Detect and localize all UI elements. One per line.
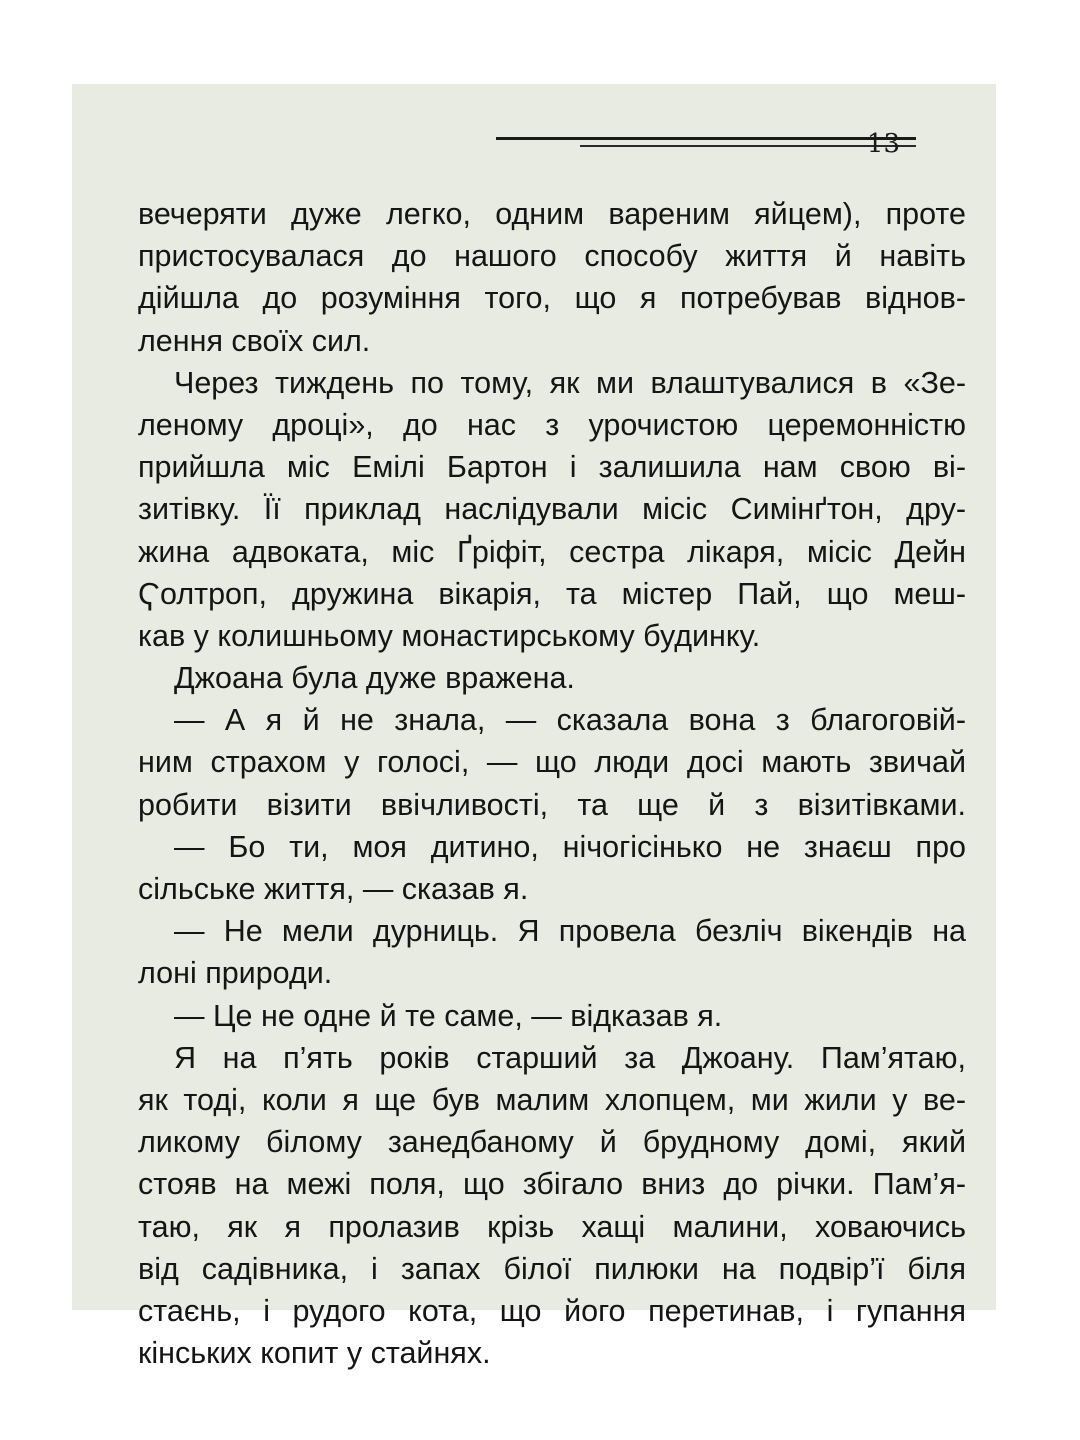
text-line: сільське життя, — сказав я.: [138, 872, 529, 906]
text-line: — Не мели дурниць. Я провела безліч вікендів на: [174, 914, 966, 949]
text-line: жина адвоката, міс Ґріфіт, сестра лікаря, місіс Дейн: [138, 534, 966, 569]
text-line: ним страхом у голосі, — що люди досі мають звичай: [138, 745, 966, 780]
text-line: — А я й не знала, — сказала вона з благоговій-: [174, 703, 966, 738]
text-line: Ҁолтроп, дружина вікарія, та містер Пай, що меш-: [138, 576, 966, 611]
text-line: ликому білому занедбаному й брудному домі, який: [138, 1125, 966, 1160]
page-number: 13: [866, 129, 900, 159]
text-line: Через тиждень по тому, як ми влаштувалися в «Зе-: [174, 365, 966, 400]
text-line: пристосувалася до нашого способу життя й навіть: [138, 239, 966, 274]
text-line: Я на п’ять років старший за Джоану. Пам’ятаю,: [174, 1040, 966, 1075]
text-line: — Це не одне й те саме, — відказав я.: [174, 998, 723, 1033]
text-line: леному дроці», до нас з урочистою церемонністю: [138, 407, 966, 442]
text-line: лоні природи.: [138, 956, 333, 991]
book-page: [72, 84, 996, 1371]
text-line: кінських копит у стайнях.: [138, 1336, 491, 1371]
body-text: [138, 193, 966, 1374]
text-line: зитівку. Її приклад наслідували місіс Симінґтон, дру-: [138, 492, 966, 527]
text-line: стаєнь, і рудого кота, що його перетинав, і гупання: [138, 1293, 966, 1328]
text-line: Джоана була дуже вражена.: [174, 661, 575, 696]
header-rule-thin: [580, 145, 916, 147]
text-line: як тоді, коли я ще був малим хлопцем, ми жили у ве-: [138, 1082, 966, 1117]
text-line: прийшла міс Емілі Бартон і залишила нам свою ві-: [138, 450, 966, 485]
text-line: кав у колишньому монастирському будинку.: [138, 618, 761, 653]
page-header: [72, 124, 996, 164]
text-line: таю, як я пролазив крізь хащі малини, ховаючись: [138, 1209, 966, 1244]
text-line: лення своїх сил.: [138, 323, 371, 358]
text-line: робити візити ввічливості, та ще й з візитівками.: [138, 787, 966, 822]
text-line: — Бо ти, моя дитино, нічогісінько не знаєш про: [174, 829, 966, 864]
text-line: дійшла до розуміння того, що я потребував віднов-: [138, 281, 966, 316]
text-line: від садівника, і запах білої пилюки на подвір’ї біля: [138, 1251, 966, 1286]
text-line: стояв на межі поля, що збігало вниз до річки. Пам’я-: [138, 1167, 966, 1202]
text-line: вечеряти дуже легко, одним вареним яйцем), проте: [138, 197, 966, 231]
header-rule-thick: [496, 137, 916, 140]
